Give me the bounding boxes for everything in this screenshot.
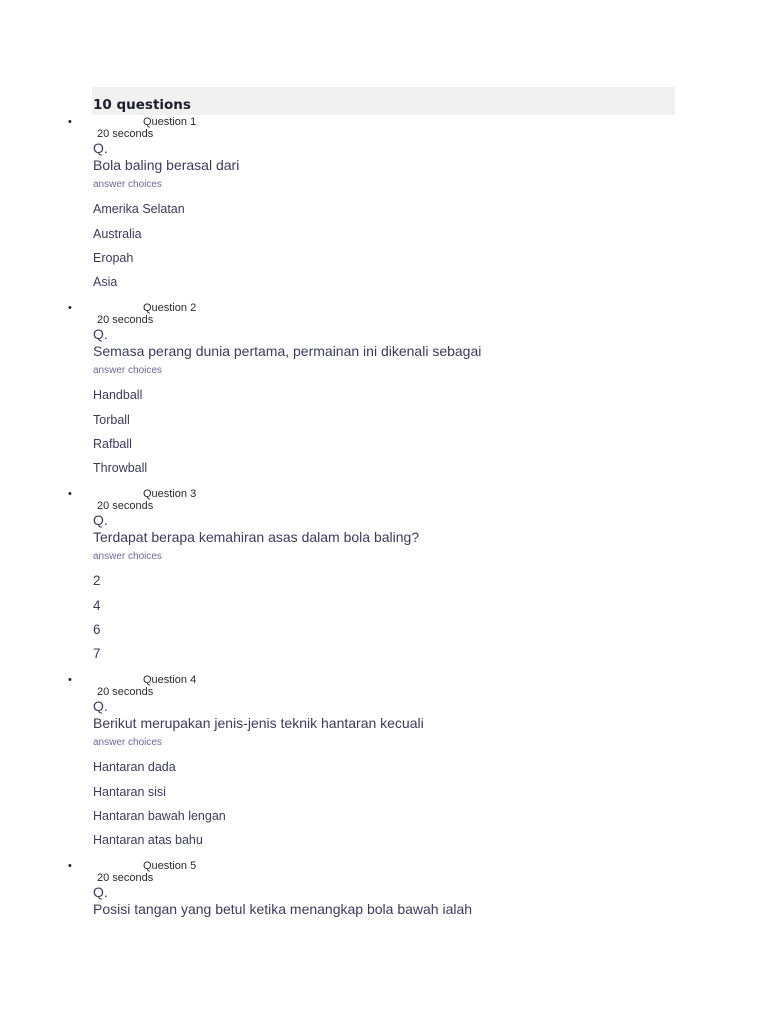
answer-choices-label: answer choices xyxy=(93,551,162,562)
answer-choice[interactable]: Australia xyxy=(93,227,142,241)
bullet-icon: • xyxy=(68,116,72,128)
bullet-icon: • xyxy=(68,860,72,872)
question-prefix: Q. xyxy=(93,326,108,342)
answer-choice[interactable]: Torball xyxy=(93,413,130,427)
question-time: 20 seconds xyxy=(97,686,154,698)
answer-choice[interactable]: Hantaran dada xyxy=(93,760,176,774)
question-time: 20 seconds xyxy=(97,500,154,512)
question-text: Berikut merupakan jenis-jenis teknik hantaran kecuali xyxy=(93,715,424,731)
answer-choices-label: answer choices xyxy=(93,737,162,748)
answer-choice[interactable]: Rafball xyxy=(93,437,132,451)
question-number: Question 2 xyxy=(143,302,197,314)
answer-choice[interactable]: 7 xyxy=(93,646,101,661)
bullet-icon: • xyxy=(68,674,72,686)
bullet-icon: • xyxy=(68,302,72,314)
question-text: Semasa perang dunia pertama, permainan ini dikenali sebagai xyxy=(93,343,482,359)
answer-choice[interactable]: Amerika Selatan xyxy=(93,202,185,216)
question-prefix: Q. xyxy=(93,884,108,900)
question-number: Question 4 xyxy=(143,674,197,686)
answer-choice[interactable]: 4 xyxy=(93,598,101,613)
answer-choice[interactable]: 2 xyxy=(93,573,101,588)
answer-choice[interactable]: 6 xyxy=(93,622,101,637)
question-number: Question 1 xyxy=(143,116,197,128)
question-number: Question 5 xyxy=(143,860,197,872)
page-title: 10 questions xyxy=(93,97,191,113)
question-time: 20 seconds xyxy=(97,314,154,326)
question-time: 20 seconds xyxy=(97,128,154,140)
answer-choice[interactable]: Handball xyxy=(93,388,143,402)
question-number: Question 3 xyxy=(143,488,197,500)
question-time: 20 seconds xyxy=(97,872,154,884)
question-text: Terdapat berapa kemahiran asas dalam bola baling? xyxy=(93,529,420,545)
answer-choices-label: answer choices xyxy=(93,179,162,190)
answer-choice[interactable]: Hantaran bawah lengan xyxy=(93,809,226,823)
question-prefix: Q. xyxy=(93,140,108,156)
answer-choices-label: answer choices xyxy=(93,365,162,376)
question-text: Bola baling berasal dari xyxy=(93,157,240,173)
answer-choice[interactable]: Asia xyxy=(93,275,118,289)
answer-choice[interactable]: Hantaran atas bahu xyxy=(93,833,203,847)
answer-choice[interactable]: Eropah xyxy=(93,251,134,265)
question-prefix: Q. xyxy=(93,698,108,714)
question-text: Posisi tangan yang betul ketika menangkap bola bawah ialah xyxy=(93,901,473,917)
question-prefix: Q. xyxy=(93,512,108,528)
bullet-icon: • xyxy=(68,488,72,500)
answer-choice[interactable]: Throwball xyxy=(93,461,148,475)
answer-choice[interactable]: Hantaran sisi xyxy=(93,785,166,799)
